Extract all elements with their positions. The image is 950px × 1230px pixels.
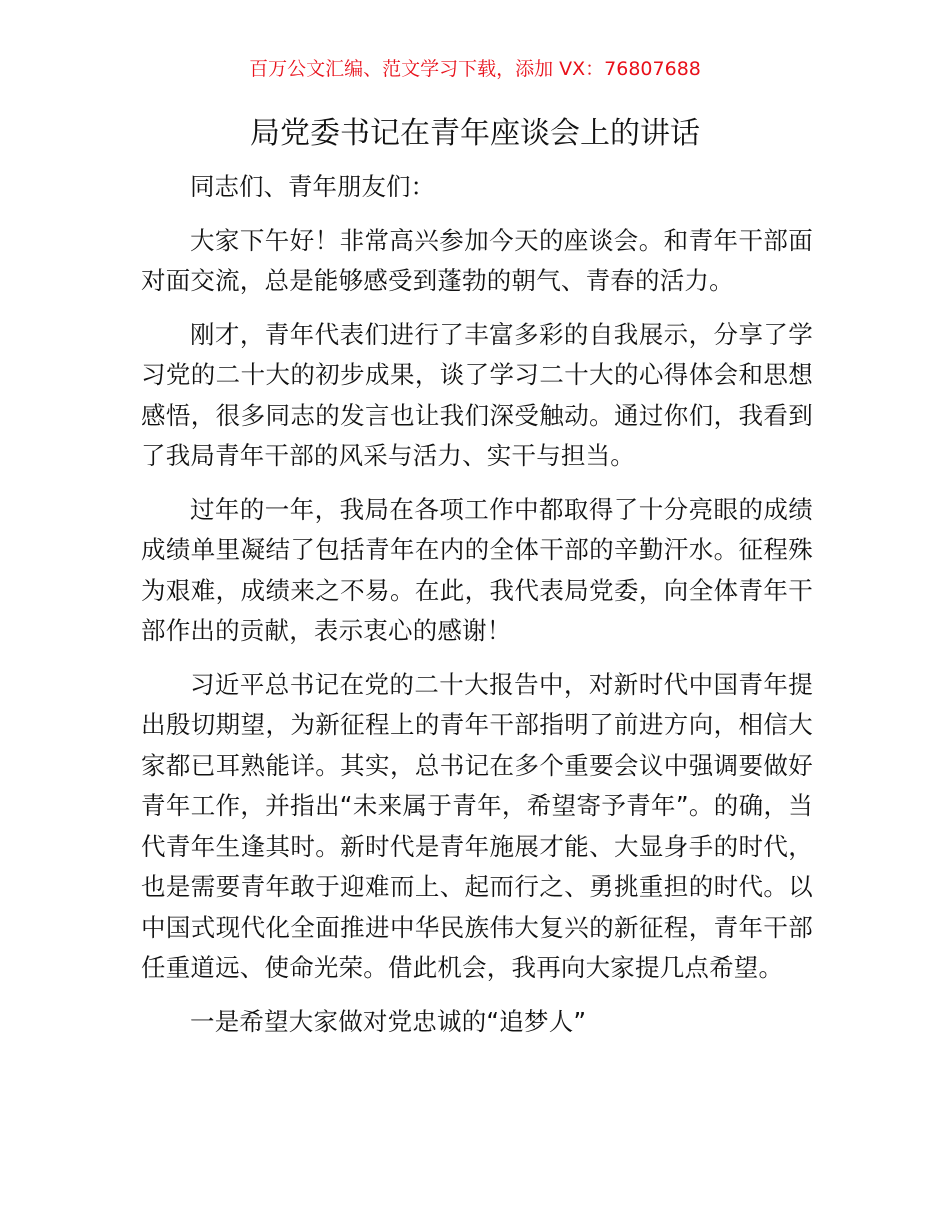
paragraph-expectations: 习近平总书记在党的二十大报告中，对新时代中国青年提出殷切期望，为新征程上的青年干部指明了前进方向，相信大家都已耳熟能详。其实，总书记在多个重要会议中强调要做好青年工作，并指出“未来属于青年，希望寄予青年”。的确，当代青年生逢其时。新时代是青年施展才能、大显身手的时代，也是需要青年敢于迎难而上、起而行之、勇挑重担的时代。以中国式现代化全面推进中华民族伟大复兴的新征程，青年干部任重道远、使命光荣。借此机会，我再向大家提几点希望。: [141, 669, 813, 982]
paragraph-youth-presentations: 刚才，青年代表们进行了丰富多彩的自我展示，分享了学习党的二十大的初步成果，谈了学习二十大的心得体会和思想感悟，很多同志的发言也让我们深受触动。通过你们，我看到了我局青年干部的风采与活力、实干与担当。: [141, 319, 813, 470]
document-body: [141, 167, 813, 1055]
salutation: 同志们、青年朋友们：: [190, 172, 435, 201]
paragraph-first-hope: 一是希望大家做对党忠诚的“追梦人”: [190, 1006, 587, 1036]
header-banner: 百万公文汇编、范文学习下载，添加 VX：76807688: [249, 58, 701, 80]
document-title: 局党委书记在青年座谈会上的讲话: [250, 116, 700, 151]
paragraph-achievements: 过年的一年，我局在各项工作中都取得了十分亮眼的成绩成绩单里凝结了包括青年在内的全体干部的辛勤汗水。征程殊为艰难，成绩来之不易。在此，我代表局党委，向全体青年干部作出的贡献，表示衷心的感谢！: [141, 494, 813, 645]
paragraph-greeting: 大家下午好！非常高兴参加今天的座谈会。和青年干部面对面交流，总是能够感受到蓬勃的朝气、青春的活力。: [141, 225, 813, 295]
